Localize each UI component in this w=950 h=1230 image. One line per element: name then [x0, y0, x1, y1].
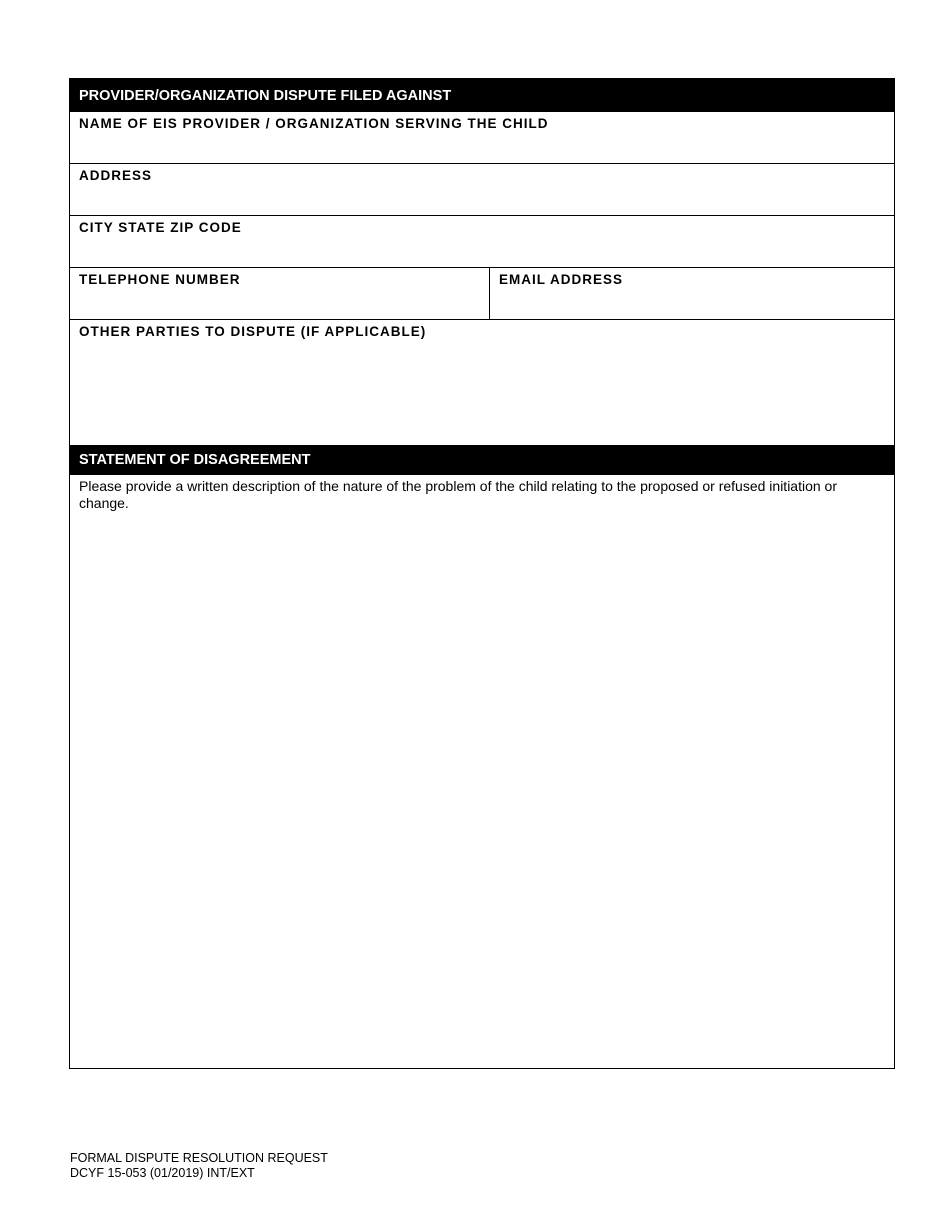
provider-section-header [70, 79, 894, 112]
statement-instructions: Please provide a written description of the nature of the problem of the child relating to the proposed or refused initiation or change. [79, 478, 838, 511]
address-field[interactable] [70, 164, 894, 215]
telephone-label: TELEPHONE NUMBER [79, 272, 241, 287]
statement-section-title: STATEMENT OF DISAGREEMENT [79, 452, 311, 468]
dispute-form [69, 78, 895, 1069]
form-title: FORMAL DISPUTE RESOLUTION REQUEST [70, 1151, 328, 1165]
telephone-field[interactable] [70, 268, 490, 319]
address-label: ADDRESS [79, 168, 153, 183]
city-state-zip-label: CITY STATE ZIP CODE [79, 220, 242, 235]
city-state-zip-field[interactable] [70, 216, 894, 267]
provider-name-field[interactable] [70, 112, 894, 163]
provider-section-title: PROVIDER/ORGANIZATION DISPUTE FILED AGAINST [79, 87, 452, 104]
form-number: DCYF 15-053 (01/2019) INT/EXT [70, 1166, 255, 1180]
other-parties-label: OTHER PARTIES TO DISPUTE (IF APPLICABLE) [79, 324, 427, 339]
statement-section-header [70, 445, 894, 475]
provider-name-row [70, 112, 894, 164]
contact-row [70, 268, 894, 320]
city-state-zip-row [70, 216, 894, 268]
other-parties-field[interactable] [70, 320, 894, 445]
email-label: EMAIL ADDRESS [499, 272, 624, 287]
email-field[interactable] [490, 268, 894, 319]
address-row [70, 164, 894, 216]
form-footer [70, 1151, 328, 1181]
provider-name-label: NAME OF EIS PROVIDER / ORGANIZATION SERVING THE CHILD [79, 116, 549, 131]
statement-field[interactable] [70, 475, 894, 1070]
